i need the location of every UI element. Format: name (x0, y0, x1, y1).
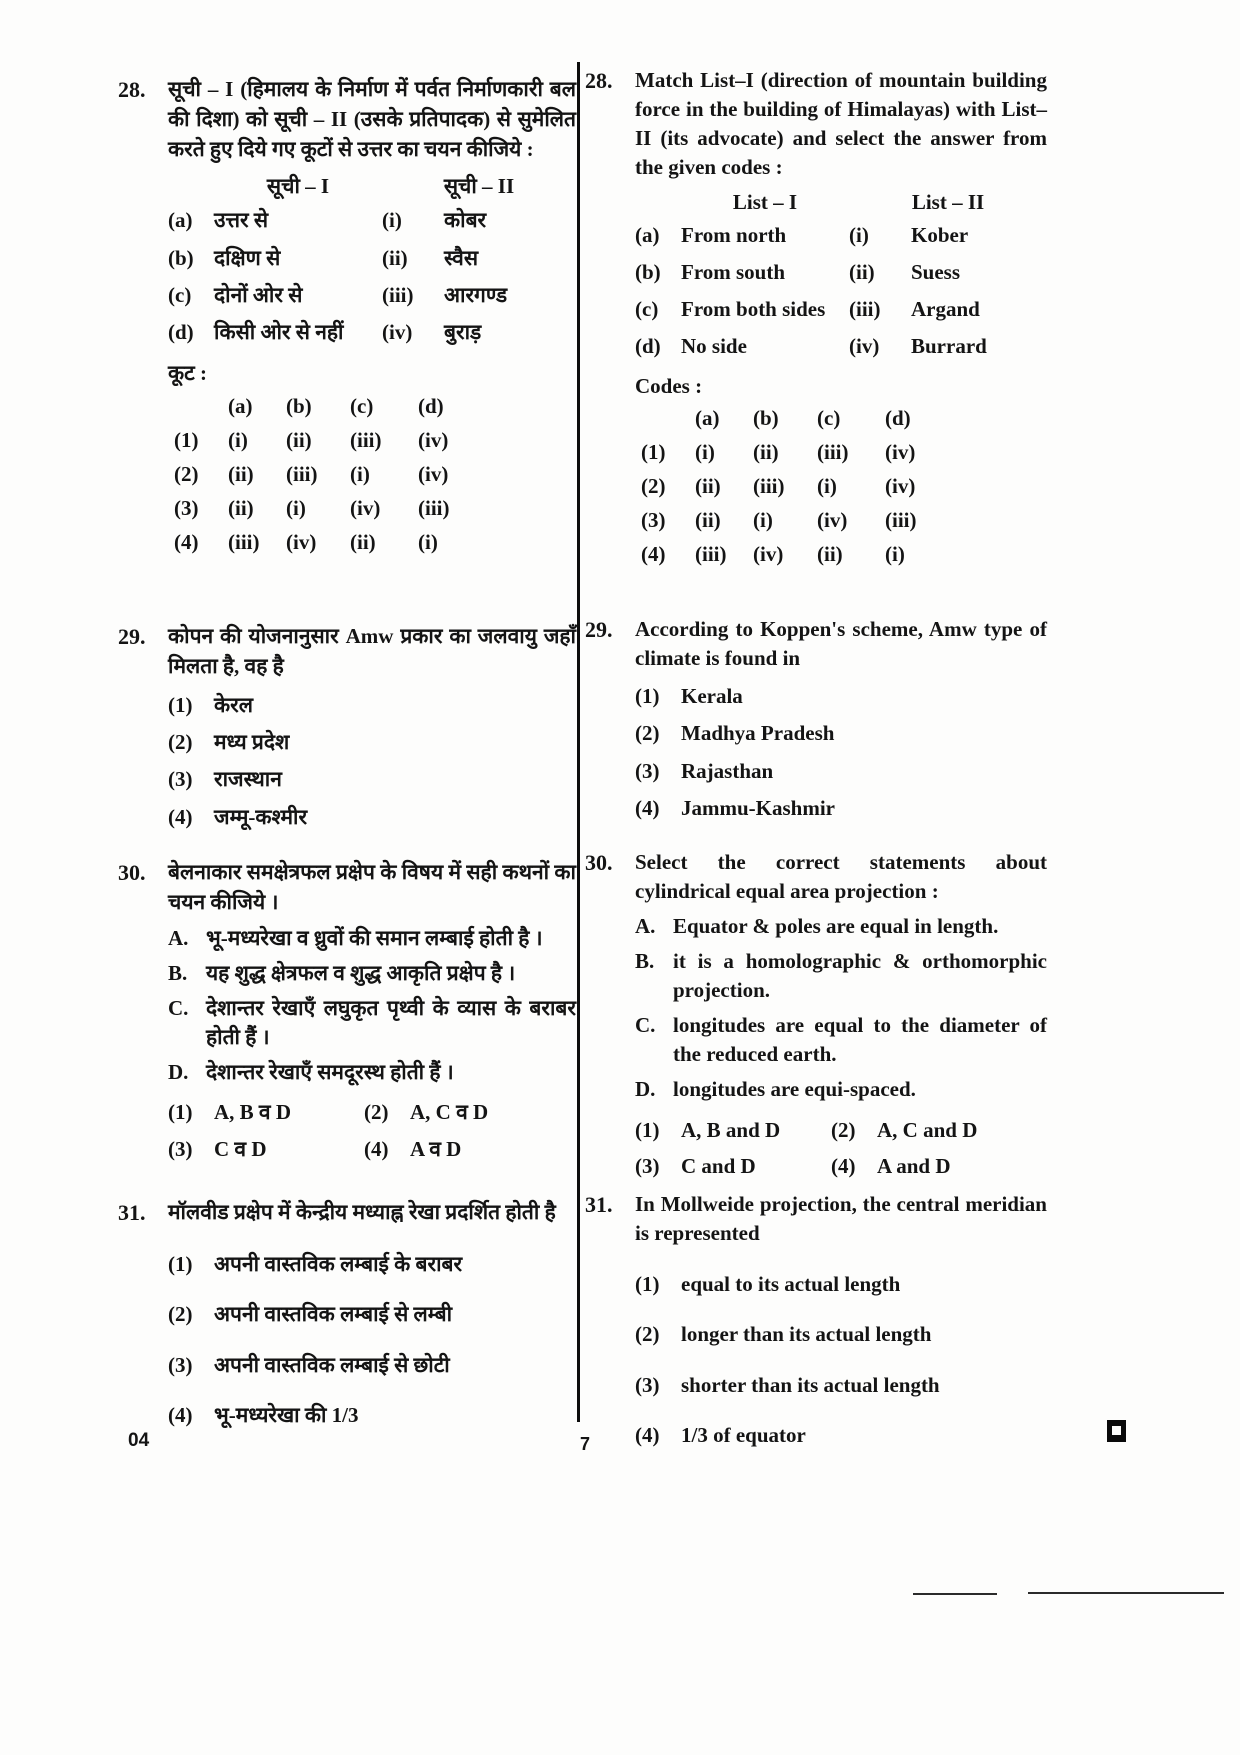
code-cell: (iv) (885, 439, 916, 464)
pair-label: (a) (635, 222, 660, 247)
statement-label: B. (635, 948, 655, 973)
statement-row (168, 959, 576, 988)
option-text: राजस्थान (214, 767, 282, 792)
question-text: बेलनाकार समक्षेत्रफल प्रक्षेप के विषय में सही कथनों का चयन कीजिये । (168, 860, 576, 914)
print-registration-mark-icon (1107, 1420, 1126, 1442)
option-row (364, 1098, 576, 1126)
codes-row (174, 457, 576, 491)
option-text: A, B and D (681, 1117, 781, 1142)
option-row (168, 765, 576, 793)
option-number: (2) (168, 729, 193, 754)
statement-text: देशान्तर रेखाएँ लघुकृत पृथ्वी के व्यास के बराबर होती हैं । (206, 995, 576, 1049)
code-row-number: (4) (174, 530, 199, 555)
question-number: 28. (585, 68, 613, 93)
pair-text: Suess (911, 260, 961, 285)
codes-row (641, 537, 1047, 571)
code-cell: (i) (418, 530, 438, 555)
option-number: (2) (635, 1322, 660, 1347)
code-cell: (ii) (695, 507, 721, 532)
statement-text: longitudes are equi-spaced. (673, 1076, 916, 1101)
option-number: (1) (635, 1271, 660, 1296)
codes-row (174, 423, 576, 457)
question-text: Match List–I (direction of mountain building force in the building of Himalayas) with List–II (its advocate) and select the answer from the given codes : (635, 68, 1047, 179)
option-number: (4) (831, 1154, 856, 1179)
code-cell: (iii) (885, 507, 917, 532)
codes-label: Codes : (635, 373, 703, 398)
code-col-header: (c) (817, 405, 841, 430)
pair-label: (iii) (849, 297, 881, 322)
code-cell: (iii) (817, 439, 849, 464)
code-row-number: (1) (641, 439, 666, 464)
match-pair-row (635, 256, 1047, 289)
option-text: C व D (214, 1136, 267, 1161)
statement-label: C. (168, 995, 189, 1020)
question-number: 29. (585, 617, 613, 642)
codes-header-row (641, 401, 1047, 435)
option-number: (3) (635, 1372, 660, 1397)
pair-text: No side (681, 334, 747, 359)
pair-text: Burrard (911, 334, 987, 359)
code-cell: (ii) (228, 496, 254, 521)
option-row (635, 1270, 1047, 1298)
option-number: (3) (168, 767, 193, 792)
match-pair-row (168, 242, 576, 275)
option-number: (4) (168, 804, 193, 829)
option-number: (3) (635, 1154, 660, 1179)
statement-text: देशान्तर रेखाएँ समदूरस्थ होती हैं । (206, 1059, 454, 1084)
option-text: A and D (877, 1154, 951, 1179)
match-pair-row (635, 219, 1047, 252)
code-col-header: (b) (753, 405, 779, 430)
codes-row (174, 525, 576, 559)
option-number: (1) (168, 1251, 193, 1276)
spacer (174, 389, 228, 423)
code-cell: (iv) (418, 428, 449, 453)
question-31-hindi (118, 1198, 576, 1429)
code-cell: (iv) (418, 462, 449, 487)
question-body (635, 66, 1047, 571)
pair-label: (b) (635, 260, 661, 285)
statement-row (168, 1058, 576, 1087)
code-col-header: (d) (418, 394, 444, 419)
code-row-number: (4) (641, 541, 666, 566)
option-row (168, 1351, 576, 1379)
option-row (831, 1116, 1047, 1144)
list-i-header: सूची – I (266, 174, 330, 199)
codes-row (641, 469, 1047, 503)
option-row (168, 728, 576, 756)
option-number: (1) (168, 1100, 193, 1125)
option-number: (4) (364, 1136, 389, 1161)
option-row (635, 794, 1047, 822)
code-cell: (iv) (885, 473, 916, 498)
statement-text: यह शुद्ध क्षेत्रफल व शुद्ध आकृति प्रक्षेप है । (206, 960, 516, 985)
statement-text: भू-मध्यरेखा व ध्रुवों की समान लम्बाई होती है । (206, 925, 543, 950)
option-number: (3) (635, 758, 660, 783)
question-text: मॉलवीड प्रक्षेप में केन्द्रीय मध्याह्न रेखा प्रदर्शित होती है (168, 1200, 556, 1224)
option-row (168, 1300, 576, 1328)
code-row-number: (2) (174, 462, 199, 487)
option-grid (635, 1108, 1047, 1181)
option-text: भू-मध्यरेखा की 1/3 (214, 1402, 359, 1427)
option-row (635, 1371, 1047, 1399)
code-cell: (i) (350, 462, 370, 487)
pair-label: (ii) (849, 260, 875, 285)
question-text: In Mollweide projection, the central meridian is represented (635, 1192, 1047, 1245)
code-cell: (iii) (350, 428, 382, 453)
option-text: shorter than its actual length (681, 1372, 940, 1397)
pair-text: Argand (911, 297, 980, 322)
statement-label: D. (635, 1076, 656, 1101)
code-cell: (iv) (817, 507, 848, 532)
pair-label: (b) (168, 245, 194, 270)
statement-row (635, 1075, 1047, 1104)
code-cell: (i) (753, 507, 773, 532)
option-number: (4) (635, 1422, 660, 1447)
option-row (635, 757, 1047, 785)
pair-text: उत्तर से (214, 208, 269, 233)
pair-text: From both sides (681, 297, 826, 322)
option-text: A, C व D (410, 1100, 489, 1125)
code-cell: (iii) (286, 462, 318, 487)
code-row-number: (3) (641, 507, 666, 532)
code-cell: (i) (228, 428, 248, 453)
option-number: (3) (168, 1352, 193, 1377)
code-col-header: (b) (286, 394, 312, 419)
option-number: (3) (168, 1136, 193, 1161)
code-cell: (ii) (817, 541, 843, 566)
option-row (635, 1320, 1047, 1348)
pair-label: (i) (382, 208, 402, 233)
code-cell: (iii) (228, 530, 260, 555)
pair-label: (iii) (382, 282, 414, 307)
code-cell: (ii) (286, 428, 312, 453)
match-list-headers (635, 190, 1047, 215)
scan-artifact-line (1028, 1592, 1224, 1594)
match-pair-row (635, 330, 1047, 363)
question-29-english (585, 615, 1047, 822)
option-text: Jammu-Kashmir (681, 795, 835, 820)
code-cell: (ii) (228, 462, 254, 487)
booklet-code: 04 (128, 1430, 150, 1451)
code-cell: (ii) (753, 439, 779, 464)
option-grid (168, 1090, 576, 1163)
option-number: (4) (635, 795, 660, 820)
codes-row (641, 503, 1047, 537)
option-text: longer than its actual length (681, 1322, 932, 1347)
option-number: (2) (831, 1117, 856, 1142)
option-text: 1/3 of equator (681, 1422, 806, 1447)
statement-text: longitudes are equal to the diameter of the reduced earth. (673, 1012, 1047, 1066)
question-number: 31. (585, 1192, 613, 1217)
question-number: 31. (118, 1200, 146, 1225)
pair-label: (a) (168, 208, 193, 233)
code-cell: (iii) (418, 496, 450, 521)
question-number: 30. (118, 860, 146, 885)
pair-label: (iv) (382, 319, 413, 344)
option-row (635, 1421, 1047, 1449)
option-row (635, 719, 1047, 747)
statement-label: B. (168, 960, 188, 985)
option-text: जम्मू-कश्मीर (214, 804, 308, 829)
option-text: C and D (681, 1154, 756, 1179)
list-i-header: List – I (732, 189, 798, 214)
pair-text: Kober (911, 222, 969, 247)
option-text: A, C and D (877, 1117, 978, 1142)
option-text: मध्य प्रदेश (214, 729, 290, 754)
pair-text: दक्षिण से (214, 245, 281, 270)
pair-label: (c) (635, 297, 659, 322)
question-body (168, 75, 576, 559)
pair-label: (d) (635, 334, 661, 359)
scan-artifact-line (913, 1593, 997, 1595)
pair-label: (c) (168, 282, 192, 307)
pair-label: (ii) (382, 245, 408, 270)
code-cell: (iv) (286, 530, 317, 555)
code-cell: (ii) (350, 530, 376, 555)
option-text: केरल (214, 692, 253, 717)
code-cell: (i) (817, 473, 837, 498)
question-body (168, 622, 576, 831)
pair-text: कोबर (444, 208, 487, 233)
option-number: (4) (168, 1402, 193, 1427)
pair-text: बुराड़ (444, 319, 482, 344)
code-cell: (iii) (753, 473, 785, 498)
option-text: Madhya Pradesh (681, 721, 835, 746)
option-text: Kerala (681, 683, 743, 708)
pair-text: From south (681, 260, 786, 285)
question-29-hindi (118, 622, 576, 831)
page-number: 7 (580, 1434, 591, 1454)
statement-row (635, 912, 1047, 941)
option-row (168, 691, 576, 719)
match-pair-row (168, 279, 576, 312)
option-number: (1) (168, 692, 193, 717)
option-text: अपनी वास्तविक लम्बाई से लम्बी (214, 1302, 453, 1327)
pair-text: From north (681, 222, 787, 247)
pair-text: आरगण्ड (444, 282, 508, 307)
question-text: कोपन की योजनानुसार Amw प्रकार का जलवायु जहाँ मिलता है, वह है (168, 624, 576, 678)
code-col-header: (a) (228, 394, 253, 419)
code-cell: (i) (885, 541, 905, 566)
option-row (831, 1152, 1047, 1180)
match-pair-row (168, 316, 576, 349)
question-31-english (585, 1190, 1047, 1449)
question-28-hindi (118, 75, 576, 559)
code-col-header: (d) (885, 405, 911, 430)
option-row (364, 1135, 576, 1163)
statement-text: Equator & poles are equal in length. (673, 913, 999, 938)
option-row (635, 1152, 831, 1180)
option-text: A व D (410, 1136, 462, 1161)
list-ii-header: List – II (911, 189, 985, 214)
question-number: 30. (585, 850, 613, 875)
code-col-header: (c) (350, 394, 374, 419)
option-row (635, 1116, 831, 1144)
question-text: According to Koppen's scheme, Amw type of climate is found in (635, 617, 1047, 670)
option-number: (1) (635, 1117, 660, 1142)
code-row-number: (3) (174, 496, 199, 521)
question-body (635, 848, 1047, 1180)
code-col-header: (a) (695, 405, 720, 430)
list-ii-header: सूची – II (443, 174, 515, 199)
code-cell: (iii) (695, 541, 727, 566)
statement-label: A. (635, 913, 656, 938)
codes-row (174, 491, 576, 525)
option-row (168, 803, 576, 831)
code-row-number: (2) (641, 473, 666, 498)
pair-text: किसी ओर से नहीं (214, 319, 344, 344)
spacer (641, 401, 695, 435)
pair-label: (iv) (849, 334, 880, 359)
question-30-english (585, 848, 1047, 1180)
question-text: सूची – I (हिमालय के निर्माण में पर्वत निर्माणकारी बल की दिशा) को सूची – II (उसके प्रतिपादक) से सुमेलित करते हुए दिये गए कूटों से उत्तर का चयन कीजिये : (168, 77, 576, 161)
code-row-number: (1) (174, 428, 199, 453)
option-text: अपनी वास्तविक लम्बाई से छोटी (214, 1352, 450, 1377)
statement-label: A. (168, 925, 189, 950)
codes-header-row (174, 389, 576, 423)
option-row (168, 1401, 576, 1429)
code-cell: (iv) (753, 541, 784, 566)
option-number: (1) (635, 683, 660, 708)
pair-text: स्वैस (444, 245, 479, 270)
pair-label: (i) (849, 222, 869, 247)
pair-label: (d) (168, 319, 194, 344)
option-text: equal to its actual length (681, 1271, 901, 1296)
question-text: Select the correct statements about cylindrical equal area projection : (635, 850, 1047, 903)
statement-row (168, 994, 576, 1052)
question-28-english (585, 66, 1047, 571)
option-text: Rajasthan (681, 758, 774, 783)
statement-row (635, 947, 1047, 1005)
question-number: 28. (118, 77, 146, 102)
statement-label: D. (168, 1059, 189, 1084)
option-number: (2) (168, 1302, 193, 1327)
question-30-hindi (118, 858, 576, 1163)
statement-row (635, 1011, 1047, 1069)
question-body (168, 1198, 576, 1429)
statement-text: it is a homolographic & orthomorphic projection. (673, 948, 1047, 1002)
option-row (635, 682, 1047, 710)
question-body (168, 858, 576, 1163)
statement-row (168, 924, 576, 953)
option-row (168, 1250, 576, 1278)
option-number: (2) (635, 721, 660, 746)
option-row (168, 1135, 364, 1163)
option-row (168, 1098, 364, 1126)
match-list-headers (168, 172, 576, 200)
column-divider (577, 62, 580, 1422)
code-cell: (i) (695, 439, 715, 464)
codes-row (641, 435, 1047, 469)
code-cell: (ii) (695, 473, 721, 498)
option-text: A, B व D (214, 1100, 292, 1125)
codes-label: कूट : (168, 361, 207, 386)
question-number: 29. (118, 624, 146, 649)
match-pair-row (168, 204, 576, 237)
pair-text: दोनों ओर से (214, 282, 303, 307)
option-text: अपनी वास्तविक लम्बाई के बराबर (214, 1251, 463, 1276)
question-body (635, 615, 1047, 822)
code-cell: (i) (286, 496, 306, 521)
print-mark-inner (1112, 1426, 1121, 1435)
match-pair-row (635, 293, 1047, 326)
question-body (635, 1190, 1047, 1449)
option-number: (2) (364, 1100, 389, 1125)
statement-label: C. (635, 1012, 656, 1037)
code-cell: (iv) (350, 496, 381, 521)
